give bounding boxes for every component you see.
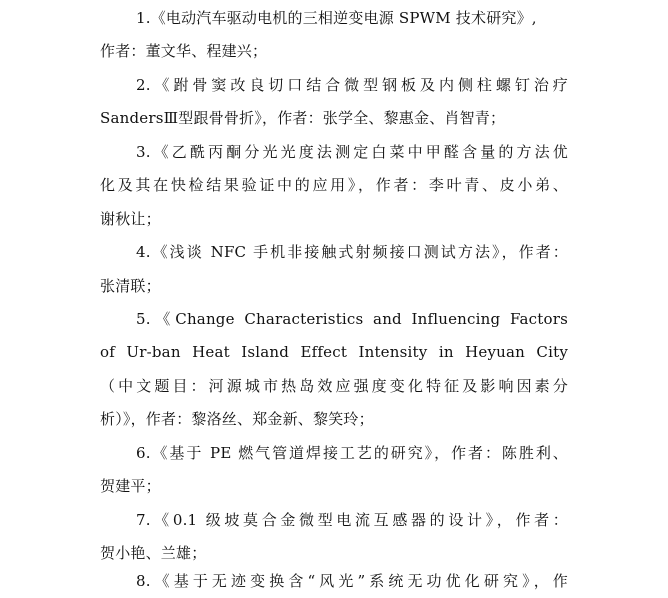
reference-4-line-1: 4.《浅谈 NFC 手机非接触式射频接口测试方法》，作者： bbox=[136, 243, 568, 261]
reference-4-line-2: 张清联； bbox=[100, 277, 161, 295]
reference-6-line-2: 贺建平； bbox=[100, 477, 161, 495]
reference-3-line-1: 3.《乙酰丙酮分光光度法测定白菜中甲醛含量的方法优 bbox=[136, 143, 568, 161]
reference-3-line-3: 谢秋让； bbox=[100, 210, 161, 228]
reference-6-line-1: 6.《基于 PE 燃气管道焊接工艺的研究》，作者：陈胜利、 bbox=[136, 444, 568, 462]
reference-3-line-2: 化及其在快检结果验证中的应用》，作者：李叶青、皮小弟、 bbox=[100, 176, 568, 194]
reference-7-line-1: 7.《0.1 级坡莫合金微型电流互感器的设计》，作者： bbox=[136, 511, 568, 529]
reference-2-line-2: SandersⅢ型跟骨骨折》，作者：张学全、黎惠金、肖智青； bbox=[100, 109, 506, 127]
reference-7-line-2: 贺小艳、兰雄； bbox=[100, 544, 207, 562]
reference-5-line-4: 析）》，作者：黎洛丝、郑金新、黎笑玲； bbox=[100, 410, 374, 428]
reference-5-line-3: （中文题目：河源城市热岛效应强度变化特征及影响因素分 bbox=[100, 377, 568, 395]
reference-5-line-1: 5.《Change Characteristics and Influencing Factors bbox=[136, 310, 568, 328]
reference-8-line-1: 8.《基于无迹变换含“风光”系统无功优化研究》，作 bbox=[136, 572, 568, 590]
reference-5-line-2: of Ur-ban Heat Island Effect Intensity in Heyuan City bbox=[100, 343, 568, 361]
reference-2-line-1: 2.《跗骨窦改良切口结合微型钢板及内侧柱螺钉治疗 bbox=[136, 76, 568, 94]
reference-1-line-1: 1.《电动汽车驱动电机的三相逆变电源 SPWM 技术研究》, bbox=[136, 9, 537, 27]
reference-1-line-2: 作者：董文华、程建兴； bbox=[100, 42, 268, 60]
